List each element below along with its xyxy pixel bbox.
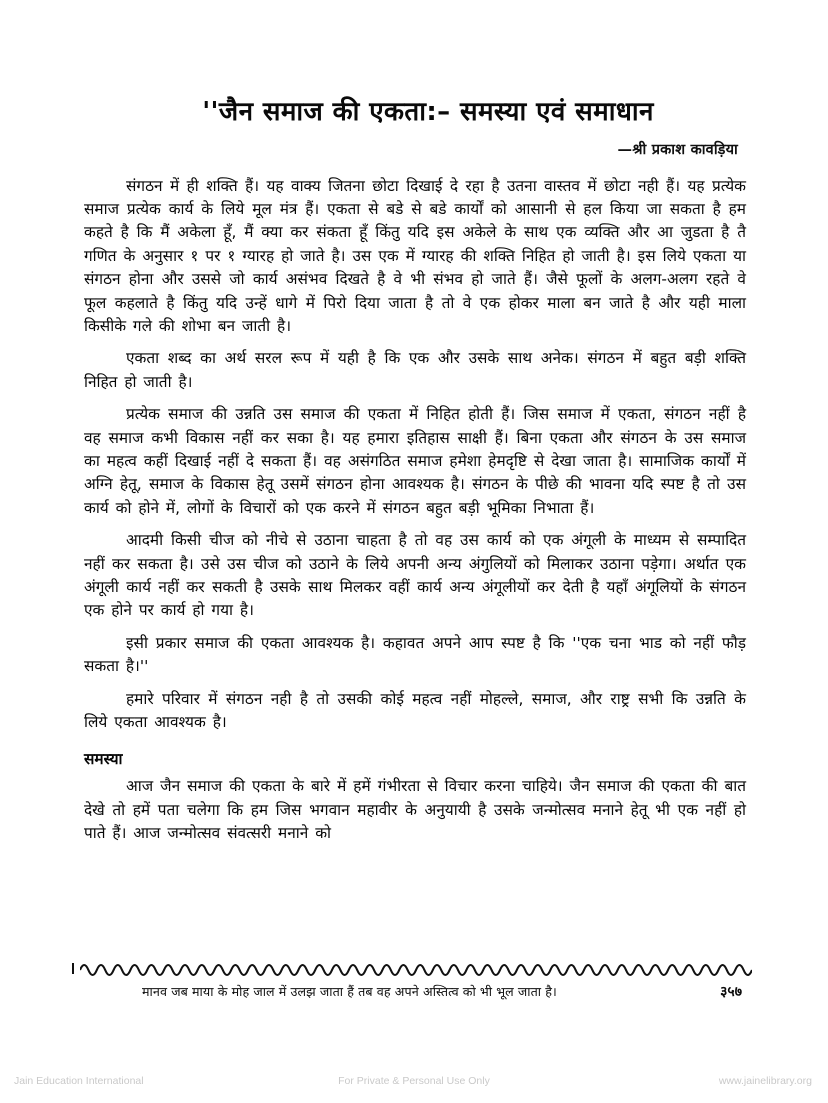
footer-line bbox=[84, 982, 746, 1001]
watermark-website: www.jainelibrary.org bbox=[718, 1075, 812, 1087]
watermark-bar bbox=[0, 1070, 828, 1092]
body-paragraph-5: इसी प्रकार समाज की एकता आवश्यक है। कहावत अपने आप स्पष्ट है कि ''एक चना भाड को नहीं फौड़ सकता है।'' bbox=[84, 633, 746, 676]
body-paragraph-1: संगठन में ही शक्ति हैं। यह वाक्य जितना छोटा दिखाई दे रहा है उतना वास्तव में छोटा नही हैं। यह प्रत्येक समाज प्रत्येक कार्य के लिये मूल मंत्र हैं। एकता से बडे से बडे कार्यों को आसानी से हल किया जा सकता है हम कहते है कि मैं अकेला हूँ, मैं क्या कर संकता हूँ किंतु यदि इस अकेले के साथ एक व्यक्ति और आ जुडता है तै गणित के अनुसार १ पर १ ग्यारह हो जाते है। उस एक में ग्यारह की शक्ति निहित हो जाती है। इस लिये एकता या संगठन होना और उससे जो कार्य असंभव दिखते है वे भी संभव हो जाते हैं। जैसे फूलों के अलग-अलग रहते वे फूल कहलाते है किंतु यदि उन्हें धागे में पिरो दिया जाता है तो वे एक होकर माला बन जाते है और यही माला किसीके गले की शोभा बन जाती है। bbox=[84, 176, 746, 335]
body-paragraph-4: आदमी किसी चीज को नीचे से उठाना चाहता है तो वह उस कार्य को एक अंगूली के माध्यम से सम्पादित नहीं कर सकता है। उसे उस चीज को उठाने के लिये अपनी अन्य अंगुलियों को मिलाकर उठाना पड़ेगा। अर्थात एक अंगूली कार्य नहीं कर सकती है उसके साथ मिलकर वहीं कार्य अन्य अंगूलीयों कर देती है यहाँ अंगूलियों के संगठन एक होने पर कार्य हो गया है। bbox=[84, 531, 746, 620]
body-paragraph-6: हमारे परिवार में संगठन नही है तो उसकी कोई महत्व नहीं मोहल्ले, समाज, और राष्ट्र सभी कि उन्नति के लिये एकता आवश्यक है। bbox=[84, 689, 746, 732]
wave-line-icon bbox=[80, 958, 752, 978]
wavy-divider bbox=[72, 958, 752, 980]
body-paragraph-2: एकता शब्द का अर्थ सरल रूप में यही है कि एक और उसके साथ अनेक। संगठन में बहुत बड़ी शक्ति निहित हो जाती है। bbox=[84, 349, 746, 391]
page-title: ''जैन समाज की एकता:– समस्या एवं समाधान bbox=[202, 97, 654, 127]
footer-quote: मानव जब माया के मोह जाल में उलझ जाता हैं तब वह अपने अस्तित्व को भी भूल जाता है। bbox=[142, 984, 557, 999]
watermark-organization: Jain Education International bbox=[14, 1075, 144, 1087]
body-paragraph-7: आज जैन समाज की एकता के बारे में हमें गंभीरता से विचार करना चाहिये। जैन समाज की एकता की बात देखे तो हमें पता चलेगा कि हम जिस भगवान महावीर के अनुयायी है उसके जन्मोत्सव मनाने हेतू भी एक नहीं हो पाते हैं। आज जन्मोत्सव संवत्सरी मनाने को bbox=[84, 777, 746, 843]
watermark-usage-notice: For Private & Personal Use Only bbox=[338, 1075, 490, 1087]
page-content bbox=[84, 96, 746, 846]
author-byline: —श्री प्रकाश कावड़िया bbox=[617, 141, 738, 158]
section-subheading: समस्या bbox=[84, 750, 123, 769]
divider-tick-mark bbox=[72, 963, 74, 974]
page-number: ३५७ bbox=[720, 984, 742, 1000]
body-paragraph-3: प्रत्येक समाज की उन्नति उस समाज की एकता में निहित होती हैं। जिस समाज में एकता, संगठन नहीं है वह समाज कभी विकास नहीं कर सका है। यह हमारा इतिहास साक्षी हैं। बिना एकता और संगठन के उस समाज का महत्व कहीं दिखाई नहीं दे सकता हैं। वह असंगठित समाज हमेशा हेमदृष्टि से देखा जाता है। सामाजिक कार्यों में अग्नि हेतू, समाज के विकास हेतू उसमें संगठन होना आवश्यक है। संगठन के पीछे की भावना यदि स्पष्ट है तो उस कार्य को होने में, लोगों के विचारों को एक करने में संगठन बहुत बड़ी भूमिका निभाता हैं। bbox=[84, 405, 746, 517]
